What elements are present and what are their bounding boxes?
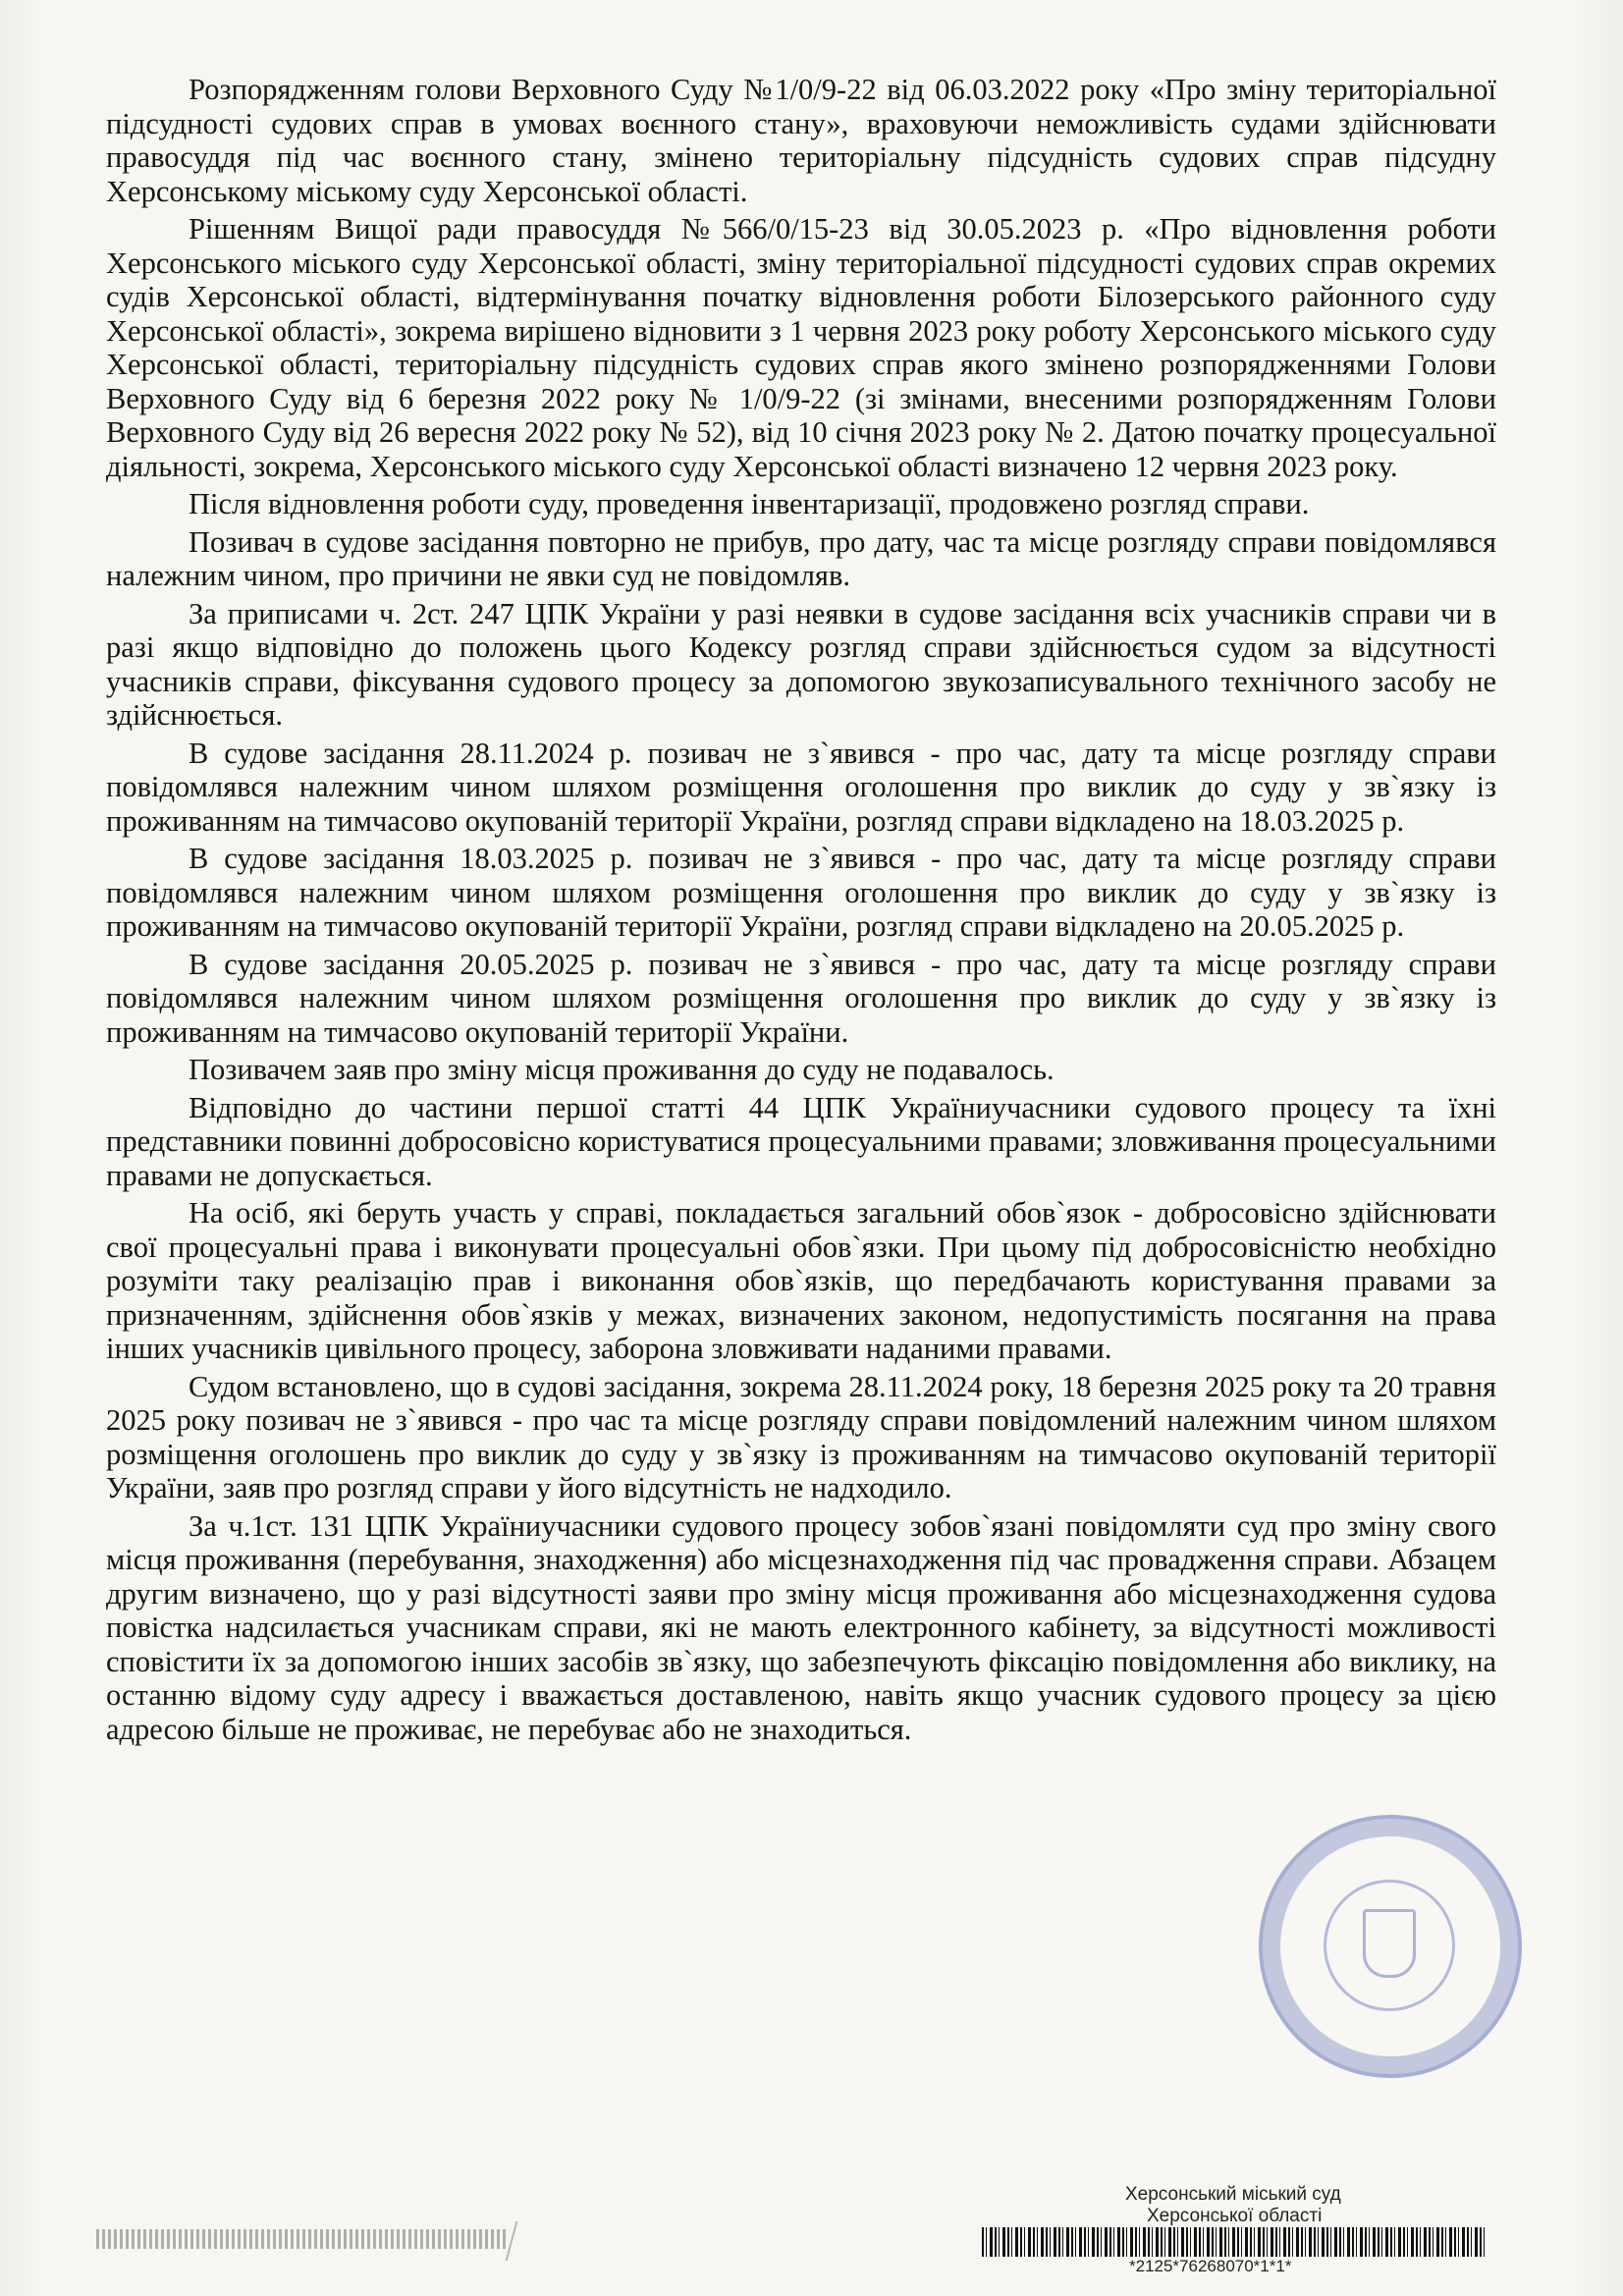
paragraph: В судове засідання 28.11.2024 р. позивач не з`явився - про час, дату та місце розгляду справи повідомлявся належним чином шляхом розміщення оголошення про виклик до суду у зв`язку із проживанням на тимчасово окупованій території України, розгляд справи відкладено на 18.03.2025 р. [106, 736, 1496, 838]
paragraph: В судове засідання 20.05.2025 р. позивач не з`явився - про час, дату та місце розгляду справи повідомлявся належним чином шляхом розміщення оголошення про виклик до суду у зв`язку із проживанням на тимчасово окупованій території України. [106, 947, 1496, 1049]
paragraph: Після відновлення роботи суду, проведення інвентаризації, продовжено розгляд справи. [189, 487, 1310, 520]
court-seal-icon [1259, 1815, 1522, 2078]
barcode-icon [982, 2227, 1487, 2257]
document-body [106, 73, 1496, 1750]
paragraph: В судове засідання 18.03.2025 р. позивач не з`явився - про час, дату та місце розгляду справи повідомлявся належним чином шляхом розміщення оголошення про виклик до суду у зв`язку із проживанням на тимчасово окупованій території України, розгляд справи відкладено на 20.05.2025 р. [106, 842, 1496, 943]
paragraph: На осіб, які беруть участь у справі, покладається загальний обов`язок - добросовісно здійснювати свої процесуальні права і виконувати процесуальні обов`язки. При цьому під добросовісністю необхідно розуміти таку реалізацію прав і виконання обов`язків, що передбачають користування правами за призначенням, здійснення обов`язків у межах, визначених законом, недопустимість посягання на права інших учасників цивільного процесу, заборона зловживати наданими правами. [106, 1196, 1496, 1365]
paragraph: Розпорядженням голови Верховного Суду №1/0/9-22 від 06.03.2022 року «Про зміну територіальної підсудності судових справ в умовах воєнного стану», враховуючи неможливість судами здійснювати правосуддя під час воєнного стану, змінено територіальну підсудність судових справ підсудну Херсонському міському суду Херсонської області. [106, 73, 1496, 208]
page-edge-marks [96, 2229, 509, 2249]
paragraph: Позивачем заяв про зміну місця проживання до суду не подавалось. [189, 1053, 1055, 1086]
trident-emblem-icon [1363, 1909, 1416, 1978]
barcode-number: *2125*76268070*1*1* [1129, 2257, 1292, 2275]
paragraph: За приписами ч. 2ст. 247 ЦПК України у разі неявки в судове засідання всіх учасників справи чи в разі якщо відповідно до положень цього Кодексу розгляд справи здійснюється судом за відсутності учасників справи, фіксування судового процесу за допомогою звукозаписувального технічного засобу не здійснюється. [106, 596, 1496, 732]
signature-stroke [506, 2221, 558, 2261]
paragraph: Позивач в судове засідання повторно не прибув, про дату, час та місце розгляду справи повідомлявся належним чином, про причини не явки суд не повідомляв. [106, 524, 1496, 592]
paragraph: Рішенням Вищої ради правосуддя №566/0/15-23 від 30.05.2023 р. «Про відновлення роботи Херсонського міського суду Херсонської області, зміну територіальної підсудності судових справ окремих судів Херсонської області, відтермінування початку відновлення роботи Білозерського районного суду Херсонської області», зокрема вирішено відновити з 1 червня 2023 року роботу Херсонського міського суду Херсонської області, територіальну підсудність судових справ якого змінено розпорядженнями Голови Верховного Суду від 6 березня 2022 року № 1/0/9-22 (зі змінами, внесеними розпорядженням Голови Верховного Суду від 26 вересня 2022 року № 52), від 10 січня 2023 року № 2. Датою початку процесуальної діяльності, зокрема, Херсонського міського суду Херсонської області визначено 12 червня 2023 року. [106, 212, 1496, 483]
footer-court-region: Херсонської області [1147, 2206, 1323, 2226]
paragraph: За ч.1ст. 131 ЦПК Україниучасники судового процесу зобов`язані повідомляти суд про зміну свого місця проживання (перебування, знаходження) або місцезнаходження під час провадження справи. Абзацем другим визначено, що у разі відсутності заяви про зміну місця проживання або місцезнаходження судова повістка надсилається учасникам справи, які не мають електронного кабінету, за відсутності можливості сповістити їх за допомогою інших засобів зв`язку, що забезпечують фіксацію повідомлення або виклику, на останню відому суду адресу і вважається доставленою, навіть якщо учасник судового процесу за цією адресою більше не проживає, не перебуває або не знаходиться. [106, 1508, 1496, 1746]
paragraph: Відповідно до частини першої статті 44 ЦПК Україниучасники судового процесу та їхні представники повинні добросовісно користуватися процесуальними правами; зловживання процесуальними правами не допускається. [106, 1090, 1496, 1192]
footer-court-name: Херсонський міський суд [1125, 2184, 1341, 2205]
paragraph: Судом встановлено, що в судові засідання, зокрема 28.11.2024 року, 18 березня 2025 року та 20 травня 2025 року позивач не з`явився - про час та місце розгляду справи повідомлений належним чином шляхом розміщення оголошень про виклик до суду у зв`язку із проживанням на тимчасово окупованій території України, заяв про розгляд справи у його відсутність не надходило. [106, 1369, 1496, 1504]
